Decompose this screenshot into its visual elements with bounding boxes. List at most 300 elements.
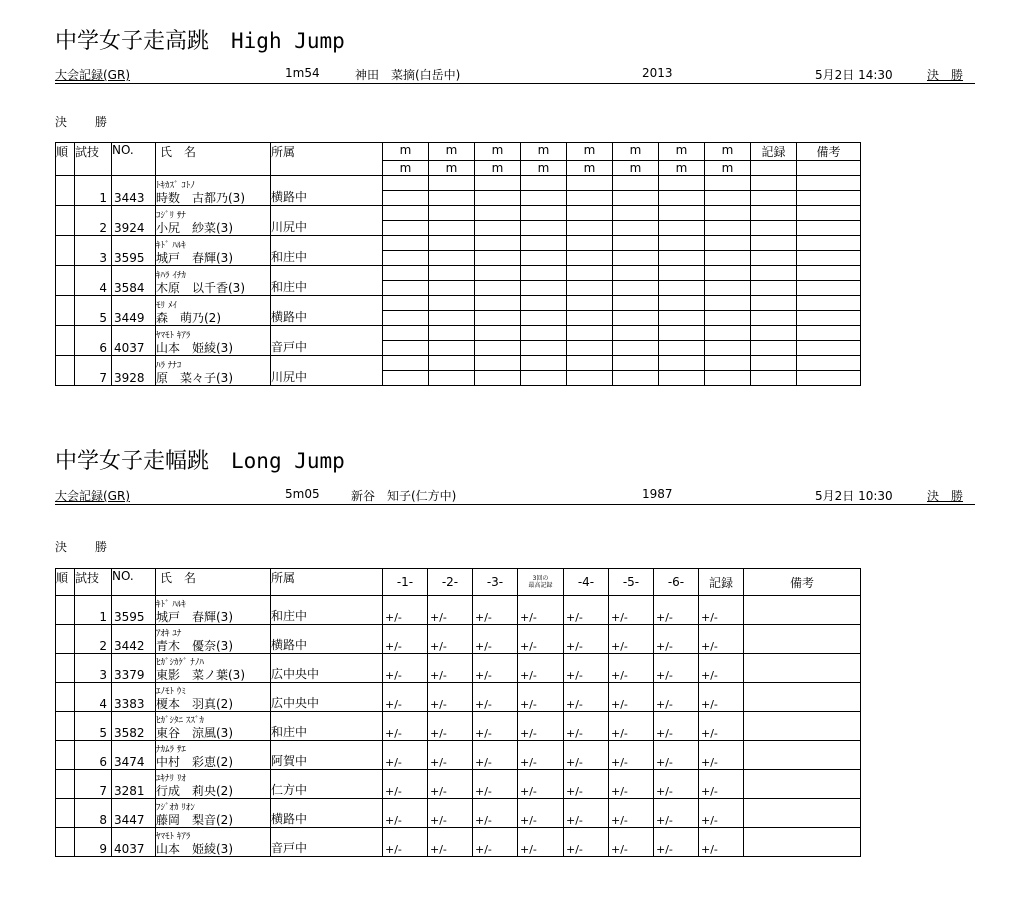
- record-header: 記録: [751, 143, 797, 161]
- attempt-cell: [751, 371, 797, 386]
- remarks-header: 備考: [744, 569, 861, 596]
- height-unit-cell: m: [383, 161, 429, 176]
- attempt-cell: [475, 191, 521, 206]
- height-unit-cell: m: [659, 143, 705, 161]
- attempt-cell: [705, 176, 751, 191]
- wind-cell: +/-: [609, 625, 654, 654]
- attempt-cell: [429, 371, 475, 386]
- team-cell: 和庄中: [271, 596, 383, 625]
- attempt-cell: [521, 266, 567, 281]
- attempt-cell: [475, 221, 521, 236]
- attempt-cell: [521, 206, 567, 221]
- name-cell: [156, 654, 271, 683]
- team-header: 所属: [271, 143, 383, 176]
- long-jump-round-heading: 決 勝: [55, 540, 116, 554]
- attempt-cell: [797, 206, 861, 221]
- record-schedule: 5月2日 14:30: [815, 68, 893, 82]
- remarks-cell: [744, 712, 861, 741]
- remarks-cell: [744, 596, 861, 625]
- height-unit-cell: m: [613, 161, 659, 176]
- number-cell: 3584: [112, 266, 156, 296]
- attempt-cell: [613, 371, 659, 386]
- table-row: [56, 596, 861, 625]
- name-cell: [156, 236, 271, 266]
- attempt-cell: [521, 236, 567, 251]
- attempt-cell: [429, 251, 475, 266]
- wind-cell: +/-: [609, 712, 654, 741]
- wind-cell: +/-: [564, 654, 609, 683]
- name-kana: ｱｵｷ ﾕﾅ: [156, 629, 182, 639]
- attempt-cell: [797, 296, 861, 311]
- attempt-header: -5-: [609, 569, 654, 596]
- trial-order-cell: 7: [75, 770, 112, 799]
- wind-cell: +/-: [609, 799, 654, 828]
- number-cell: 4037: [112, 828, 156, 857]
- team-cell: 横路中: [271, 625, 383, 654]
- attempt-cell: [383, 356, 429, 371]
- name-kana: ﾋｶﾞｼﾀﾆ ｽｽﾞｶ: [156, 716, 204, 726]
- team-cell: 仁方中: [271, 770, 383, 799]
- wind-cell: +/-: [383, 596, 428, 625]
- wind-cell: +/-: [564, 770, 609, 799]
- athlete-name: 山本 姫綾(3): [156, 341, 233, 355]
- rank-cell: [56, 770, 75, 799]
- name-cell: [156, 356, 271, 386]
- attempt-cell: [797, 191, 861, 206]
- wind-cell: +/-: [383, 654, 428, 683]
- name-header: 氏 名: [156, 569, 271, 596]
- attempt-cell: [567, 356, 613, 371]
- athlete-name: 東谷 涼風(3): [156, 726, 233, 740]
- attempt-cell: [383, 326, 429, 341]
- height-unit-cell: m: [429, 161, 475, 176]
- attempt-cell: [521, 281, 567, 296]
- wind-cell: +/-: [699, 828, 744, 857]
- wind-cell: +/-: [428, 654, 473, 683]
- athlete-name: 木原 以千香(3): [156, 281, 245, 295]
- wind-cell: +/-: [564, 741, 609, 770]
- name-kana: ﾅｶﾑﾗ ｻｴ: [156, 745, 186, 755]
- wind-cell: +/-: [473, 712, 518, 741]
- best-of-three-header: [518, 569, 564, 596]
- number-cell: 3447: [112, 799, 156, 828]
- header-row: [56, 143, 861, 161]
- attempt-cell: [475, 296, 521, 311]
- wind-cell: +/-: [564, 683, 609, 712]
- attempt-cell: [659, 281, 705, 296]
- long-jump-title-ja: 中学女子走幅跳: [55, 449, 210, 474]
- trial-order-cell: 3: [75, 236, 112, 266]
- attempt-cell: [383, 251, 429, 266]
- trial-order-header: 試技: [75, 143, 112, 176]
- record-round: 決 勝: [927, 68, 964, 82]
- long-jump-title-en: Long Jump: [231, 449, 345, 473]
- team-cell: 広中央中: [271, 683, 383, 712]
- remarks-cell: [744, 741, 861, 770]
- rank-cell: [56, 236, 75, 266]
- attempt-cell: [475, 356, 521, 371]
- attempt-cell: [659, 251, 705, 266]
- attempt-cell: [613, 236, 659, 251]
- record-holder: 新谷 知子(仁方中): [351, 489, 457, 503]
- height-unit-cell: m: [383, 143, 429, 161]
- height-unit-cell: m: [659, 161, 705, 176]
- attempt-cell: [705, 191, 751, 206]
- attempt-cell: [751, 341, 797, 356]
- remarks-cell: [744, 654, 861, 683]
- number-cell: 3928: [112, 356, 156, 386]
- wind-cell: +/-: [428, 828, 473, 857]
- athlete-name: 城戸 春輝(3): [156, 251, 233, 265]
- name-cell: [156, 712, 271, 741]
- long-jump-results-table: [55, 568, 861, 857]
- trial-order-cell: 9: [75, 828, 112, 857]
- table-row: [56, 625, 861, 654]
- attempt-cell: [613, 296, 659, 311]
- table-row: [56, 799, 861, 828]
- best-of-three-label: 最高記録: [528, 582, 553, 589]
- team-cell: 横路中: [271, 799, 383, 828]
- athlete-name: 行成 莉央(2): [156, 784, 233, 798]
- name-kana: ﾕｷﾅﾘ ﾘｵ: [156, 774, 186, 784]
- name-cell: [156, 326, 271, 356]
- attempt-cell: [797, 356, 861, 371]
- name-cell: [156, 683, 271, 712]
- wind-cell: +/-: [654, 799, 699, 828]
- attempt-cell: [613, 341, 659, 356]
- attempt-cell: [705, 296, 751, 311]
- attempt-cell: [521, 356, 567, 371]
- attempt-cell: [797, 236, 861, 251]
- attempt-cell: [751, 176, 797, 191]
- attempt-cell: [751, 206, 797, 221]
- attempt-cell: [567, 221, 613, 236]
- attempt-cell: [797, 221, 861, 236]
- attempt-cell: [659, 326, 705, 341]
- wind-cell: +/-: [609, 828, 654, 857]
- table-row: [56, 236, 861, 251]
- height-unit-cell: m: [475, 161, 521, 176]
- attempt-cell: [797, 251, 861, 266]
- name-cell: [156, 625, 271, 654]
- attempt-cell: [475, 326, 521, 341]
- attempt-cell: [383, 281, 429, 296]
- attempt-cell: [521, 221, 567, 236]
- table-row: [56, 266, 861, 281]
- name-cell: [156, 176, 271, 206]
- attempt-cell: [521, 251, 567, 266]
- number-cell: 4037: [112, 326, 156, 356]
- trial-order-cell: 8: [75, 799, 112, 828]
- attempt-header: -3-: [473, 569, 518, 596]
- wind-cell: +/-: [518, 654, 564, 683]
- number-cell: 3595: [112, 236, 156, 266]
- attempt-cell: [613, 326, 659, 341]
- attempt-cell: [475, 236, 521, 251]
- record-label: 大会記録(GR): [55, 68, 131, 82]
- wind-cell: +/-: [383, 712, 428, 741]
- rank-header: 順: [56, 143, 75, 176]
- attempt-cell: [797, 311, 861, 326]
- height-unit-cell: m: [475, 143, 521, 161]
- attempt-header: -1-: [383, 569, 428, 596]
- athlete-name: 榎本 羽真(2): [156, 697, 233, 711]
- attempt-cell: [613, 311, 659, 326]
- athlete-name: 原 菜々子(3): [156, 371, 233, 385]
- best-of-three-label: 3回の: [532, 575, 549, 582]
- wind-cell: +/-: [518, 741, 564, 770]
- attempt-cell: [429, 326, 475, 341]
- attempt-cell: [705, 251, 751, 266]
- athlete-name: 時数 古都乃(3): [156, 191, 245, 205]
- trial-order-cell: 2: [75, 206, 112, 236]
- attempt-cell: [429, 221, 475, 236]
- attempt-cell: [521, 311, 567, 326]
- number-cell: 3379: [112, 654, 156, 683]
- rank-cell: [56, 654, 75, 683]
- height-unit-cell: m: [567, 143, 613, 161]
- wind-cell: +/-: [473, 799, 518, 828]
- trial-order-cell: 1: [75, 176, 112, 206]
- team-cell: 横路中: [271, 296, 383, 326]
- number-cell: 3281: [112, 770, 156, 799]
- team-cell: 横路中: [271, 176, 383, 206]
- wind-cell: +/-: [609, 654, 654, 683]
- name-kana: ﾄｷｶｽﾞ ｺﾄﾉ: [156, 181, 195, 191]
- wind-cell: +/-: [473, 770, 518, 799]
- attempt-cell: [383, 296, 429, 311]
- attempt-cell: [567, 236, 613, 251]
- remarks-cell: [744, 828, 861, 857]
- attempt-cell: [659, 371, 705, 386]
- attempt-cell: [521, 296, 567, 311]
- number-cell: 3924: [112, 206, 156, 236]
- name-kana: ｴﾉﾓﾄ ｳﾐ: [156, 687, 186, 697]
- number-cell: 3582: [112, 712, 156, 741]
- rank-cell: [56, 266, 75, 296]
- rank-cell: [56, 828, 75, 857]
- attempt-cell: [613, 206, 659, 221]
- attempt-cell: [797, 281, 861, 296]
- number-cell: 3595: [112, 596, 156, 625]
- wind-cell: +/-: [654, 770, 699, 799]
- high-jump-title-ja: 中学女子走高跳: [55, 29, 210, 54]
- attempt-cell: [751, 356, 797, 371]
- attempt-header: -4-: [564, 569, 609, 596]
- attempt-cell: [383, 236, 429, 251]
- attempt-cell: [613, 176, 659, 191]
- attempt-cell: [705, 356, 751, 371]
- trial-order-cell: 3: [75, 654, 112, 683]
- attempt-cell: [383, 176, 429, 191]
- name-kana: ｷﾊﾗ ｲﾁｶ: [156, 271, 186, 281]
- attempt-cell: [429, 341, 475, 356]
- attempt-cell: [659, 296, 705, 311]
- attempt-cell: [751, 191, 797, 206]
- table-row: [56, 828, 861, 857]
- table-row: [56, 356, 861, 371]
- rank-cell: [56, 683, 75, 712]
- table-row: [56, 770, 861, 799]
- record-year: 1987: [642, 487, 673, 501]
- wind-cell: +/-: [564, 625, 609, 654]
- attempt-cell: [429, 296, 475, 311]
- name-kana: ｺｼﾞﾘ ｻﾅ: [156, 211, 186, 221]
- attempt-cell: [659, 221, 705, 236]
- attempt-cell: [567, 296, 613, 311]
- high-jump-round-heading: 決 勝: [55, 115, 116, 129]
- attempt-cell: [567, 251, 613, 266]
- record-header-cell: [751, 161, 797, 176]
- attempt-cell: [429, 206, 475, 221]
- team-cell: 和庄中: [271, 236, 383, 266]
- height-unit-cell: m: [705, 161, 751, 176]
- attempt-cell: [567, 206, 613, 221]
- attempt-cell: [751, 266, 797, 281]
- rank-header: 順: [56, 569, 75, 596]
- team-cell: 川尻中: [271, 206, 383, 236]
- wind-cell: +/-: [654, 625, 699, 654]
- wind-cell: +/-: [473, 683, 518, 712]
- attempt-cell: [659, 236, 705, 251]
- wind-cell: +/-: [654, 828, 699, 857]
- wind-cell: +/-: [518, 770, 564, 799]
- high-jump-title: [55, 24, 345, 55]
- attempt-cell: [751, 281, 797, 296]
- rank-cell: [56, 712, 75, 741]
- athlete-name: 中村 彩恵(2): [156, 755, 233, 769]
- height-unit-cell: m: [567, 161, 613, 176]
- attempt-cell: [613, 356, 659, 371]
- number-header: NO.: [112, 143, 156, 176]
- trial-order-cell: 5: [75, 296, 112, 326]
- attempt-cell: [659, 341, 705, 356]
- name-cell: [156, 596, 271, 625]
- attempt-cell: [429, 236, 475, 251]
- height-unit-cell: m: [613, 143, 659, 161]
- wind-cell: +/-: [609, 741, 654, 770]
- attempt-cell: [567, 281, 613, 296]
- wind-cell: +/-: [428, 596, 473, 625]
- attempt-header: -6-: [654, 569, 699, 596]
- name-kana: ｷﾄﾞ ﾊﾙｷ: [156, 600, 186, 610]
- wind-cell: +/-: [518, 596, 564, 625]
- team-cell: 広中央中: [271, 654, 383, 683]
- wind-cell: +/-: [383, 799, 428, 828]
- attempt-cell: [521, 371, 567, 386]
- record-mark: 1m54: [285, 66, 320, 80]
- wind-cell: +/-: [428, 625, 473, 654]
- rank-cell: [56, 625, 75, 654]
- name-cell: [156, 770, 271, 799]
- wind-cell: +/-: [609, 683, 654, 712]
- attempt-cell: [383, 311, 429, 326]
- high-jump-title-en: High Jump: [231, 29, 345, 53]
- wind-cell: +/-: [428, 683, 473, 712]
- attempt-cell: [797, 266, 861, 281]
- attempt-cell: [659, 266, 705, 281]
- attempt-cell: [751, 326, 797, 341]
- record-holder: 神田 菜摘(白岳中): [355, 68, 461, 82]
- attempt-header: -2-: [428, 569, 473, 596]
- high-jump-results-table: [55, 142, 861, 386]
- long-jump-title: [55, 444, 345, 475]
- attempt-cell: [705, 341, 751, 356]
- team-cell: 川尻中: [271, 356, 383, 386]
- wind-cell: +/-: [699, 770, 744, 799]
- athlete-name: 城戸 春輝(3): [156, 610, 233, 624]
- attempt-cell: [567, 191, 613, 206]
- team-cell: 音戸中: [271, 326, 383, 356]
- attempt-cell: [567, 341, 613, 356]
- name-cell: [156, 828, 271, 857]
- athlete-name: 森 萌乃(2): [156, 311, 221, 325]
- rank-cell: [56, 326, 75, 356]
- athlete-name: 青木 優奈(3): [156, 639, 233, 653]
- record-label: 大会記録(GR): [55, 489, 131, 503]
- table-row: [56, 712, 861, 741]
- wind-cell: +/-: [654, 596, 699, 625]
- trial-order-header: 試技: [75, 569, 112, 596]
- team-cell: 阿賀中: [271, 741, 383, 770]
- wind-cell: +/-: [654, 712, 699, 741]
- wind-cell: +/-: [473, 596, 518, 625]
- attempt-cell: [429, 311, 475, 326]
- high-jump-record-line: [55, 66, 975, 84]
- remarks-cell: [744, 683, 861, 712]
- athlete-name: 藤岡 梨音(2): [156, 813, 233, 827]
- wind-cell: +/-: [428, 712, 473, 741]
- attempt-cell: [475, 311, 521, 326]
- attempt-cell: [705, 206, 751, 221]
- team-cell: 和庄中: [271, 266, 383, 296]
- trial-order-cell: 1: [75, 596, 112, 625]
- attempt-cell: [705, 371, 751, 386]
- wind-cell: +/-: [383, 741, 428, 770]
- trial-order-cell: 6: [75, 326, 112, 356]
- attempt-cell: [521, 176, 567, 191]
- wind-cell: +/-: [654, 654, 699, 683]
- remarks-header: 備考: [797, 143, 861, 161]
- attempt-cell: [383, 221, 429, 236]
- header-row: [56, 569, 861, 596]
- attempt-cell: [613, 191, 659, 206]
- attempt-cell: [567, 371, 613, 386]
- wind-cell: +/-: [383, 828, 428, 857]
- name-kana: ﾔﾏﾓﾄ ｷｱﾗ: [156, 832, 191, 842]
- height-unit-cell: m: [429, 143, 475, 161]
- table-row: [56, 176, 861, 191]
- name-kana: ﾌｼﾞｵｶ ﾘｵﾝ: [156, 803, 195, 813]
- wind-cell: +/-: [473, 741, 518, 770]
- athlete-name: 山本 姫綾(3): [156, 842, 233, 856]
- attempt-cell: [705, 266, 751, 281]
- remarks-header-cell: [797, 161, 861, 176]
- team-cell: 和庄中: [271, 712, 383, 741]
- height-unit-cell: m: [521, 161, 567, 176]
- attempt-cell: [797, 371, 861, 386]
- attempt-cell: [475, 206, 521, 221]
- rank-cell: [56, 296, 75, 326]
- attempt-cell: [613, 281, 659, 296]
- attempt-cell: [429, 266, 475, 281]
- attempt-cell: [383, 266, 429, 281]
- record-year: 2013: [642, 66, 673, 80]
- rank-cell: [56, 596, 75, 625]
- wind-cell: +/-: [699, 596, 744, 625]
- remarks-cell: [744, 770, 861, 799]
- attempt-cell: [797, 341, 861, 356]
